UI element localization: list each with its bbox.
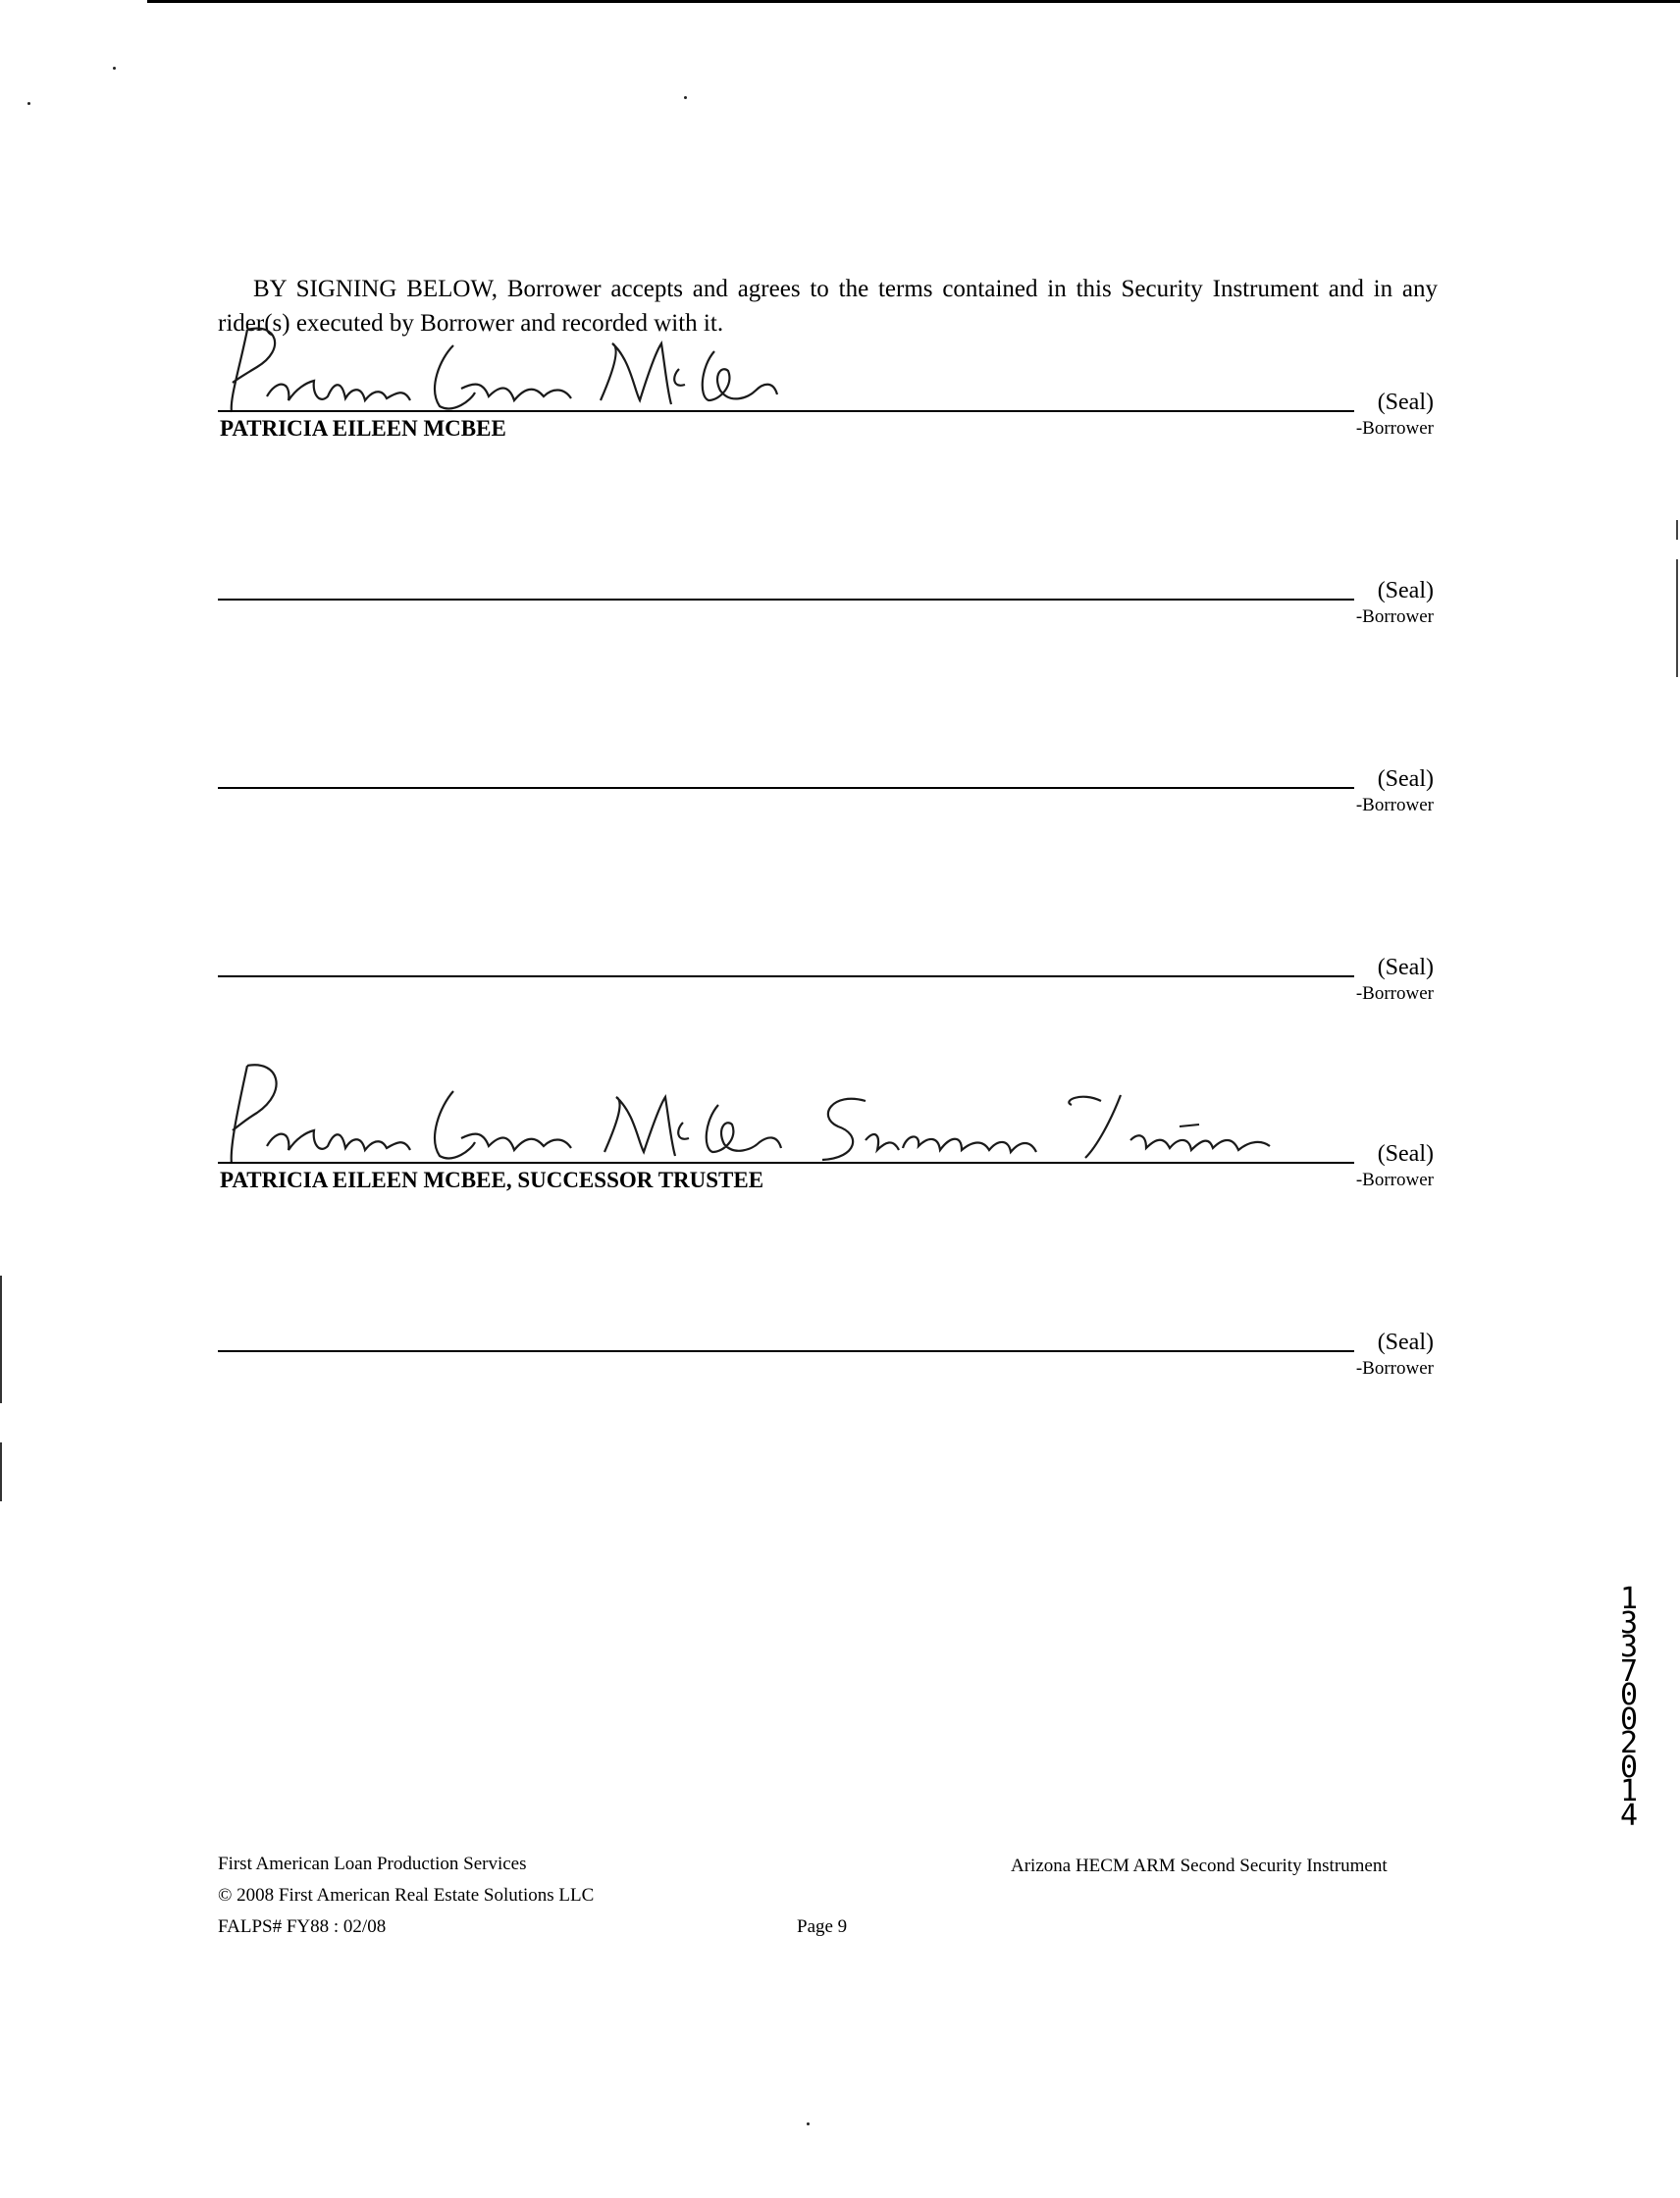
signature-line[interactable] [218,1350,1354,1352]
handwritten-signature [218,310,1297,418]
scan-edge-mark [1676,520,1678,540]
footer-page-number: Page 9 [797,1916,848,1937]
signature-block-6 [218,1274,1438,1379]
role-label: -Borrower [1355,795,1434,815]
page-top-edge [147,0,1680,3]
signature-line [218,410,1354,412]
signature-line[interactable] [218,787,1354,789]
scan-edge-mark [0,1442,2,1501]
signature-line[interactable] [218,599,1354,601]
seal-label: (Seal) [1377,1330,1434,1355]
signature-block-3 [218,710,1438,815]
seal-label: (Seal) [1377,390,1434,415]
seal-label: (Seal) [1377,578,1434,603]
footer-copyright: © 2008 First American Real Estate Solutions LLC [218,1885,595,1906]
printed-name: PATRICIA EILEEN MCBEE [220,416,506,441]
signing-statement: BY SIGNING BELOW, Borrower accepts and agrees to the terms contained in this Security Instrument and in any rider(s) executed by Borrower and recorded with it. [218,276,1438,337]
stamp-text: 13370 02014 [1619,1582,1639,1833]
footer-left [218,1849,594,1943]
footer-company: First American Loan Production Services [218,1854,527,1874]
scan-edge-mark [1676,559,1678,677]
scan-speck [684,96,687,99]
recording-stamp-number [1615,1582,1643,1833]
seal-label: (Seal) [1377,766,1434,792]
footer-form-id: FALPS# FY88 : 02/08 [218,1916,387,1937]
signature-line [218,1162,1354,1164]
signature-block-1 [218,334,1438,441]
role-label: -Borrower [1355,1358,1434,1379]
printed-name: PATRICIA EILEEN MCBEE, SUCCESSOR TRUSTEE [220,1168,764,1192]
handwritten-signature [218,1062,1297,1170]
role-label: -Borrower [1355,418,1434,439]
role-label: -Borrower [1355,983,1434,1004]
signature-block-5 [218,1085,1438,1192]
role-label: -Borrower [1355,606,1434,627]
seal-label: (Seal) [1377,955,1434,980]
signature-line[interactable] [218,975,1354,977]
scan-speck [807,2122,810,2125]
seal-label: (Seal) [1377,1141,1434,1167]
signature-block-2 [218,522,1438,627]
scan-speck [113,67,116,70]
footer-instrument-title: Arizona HECM ARM Second Security Instrument [1011,1856,1388,1876]
scan-edge-mark [0,1276,2,1403]
signature-block-4 [218,899,1438,1004]
scan-speck [27,102,30,105]
role-label: -Borrower [1355,1170,1434,1190]
